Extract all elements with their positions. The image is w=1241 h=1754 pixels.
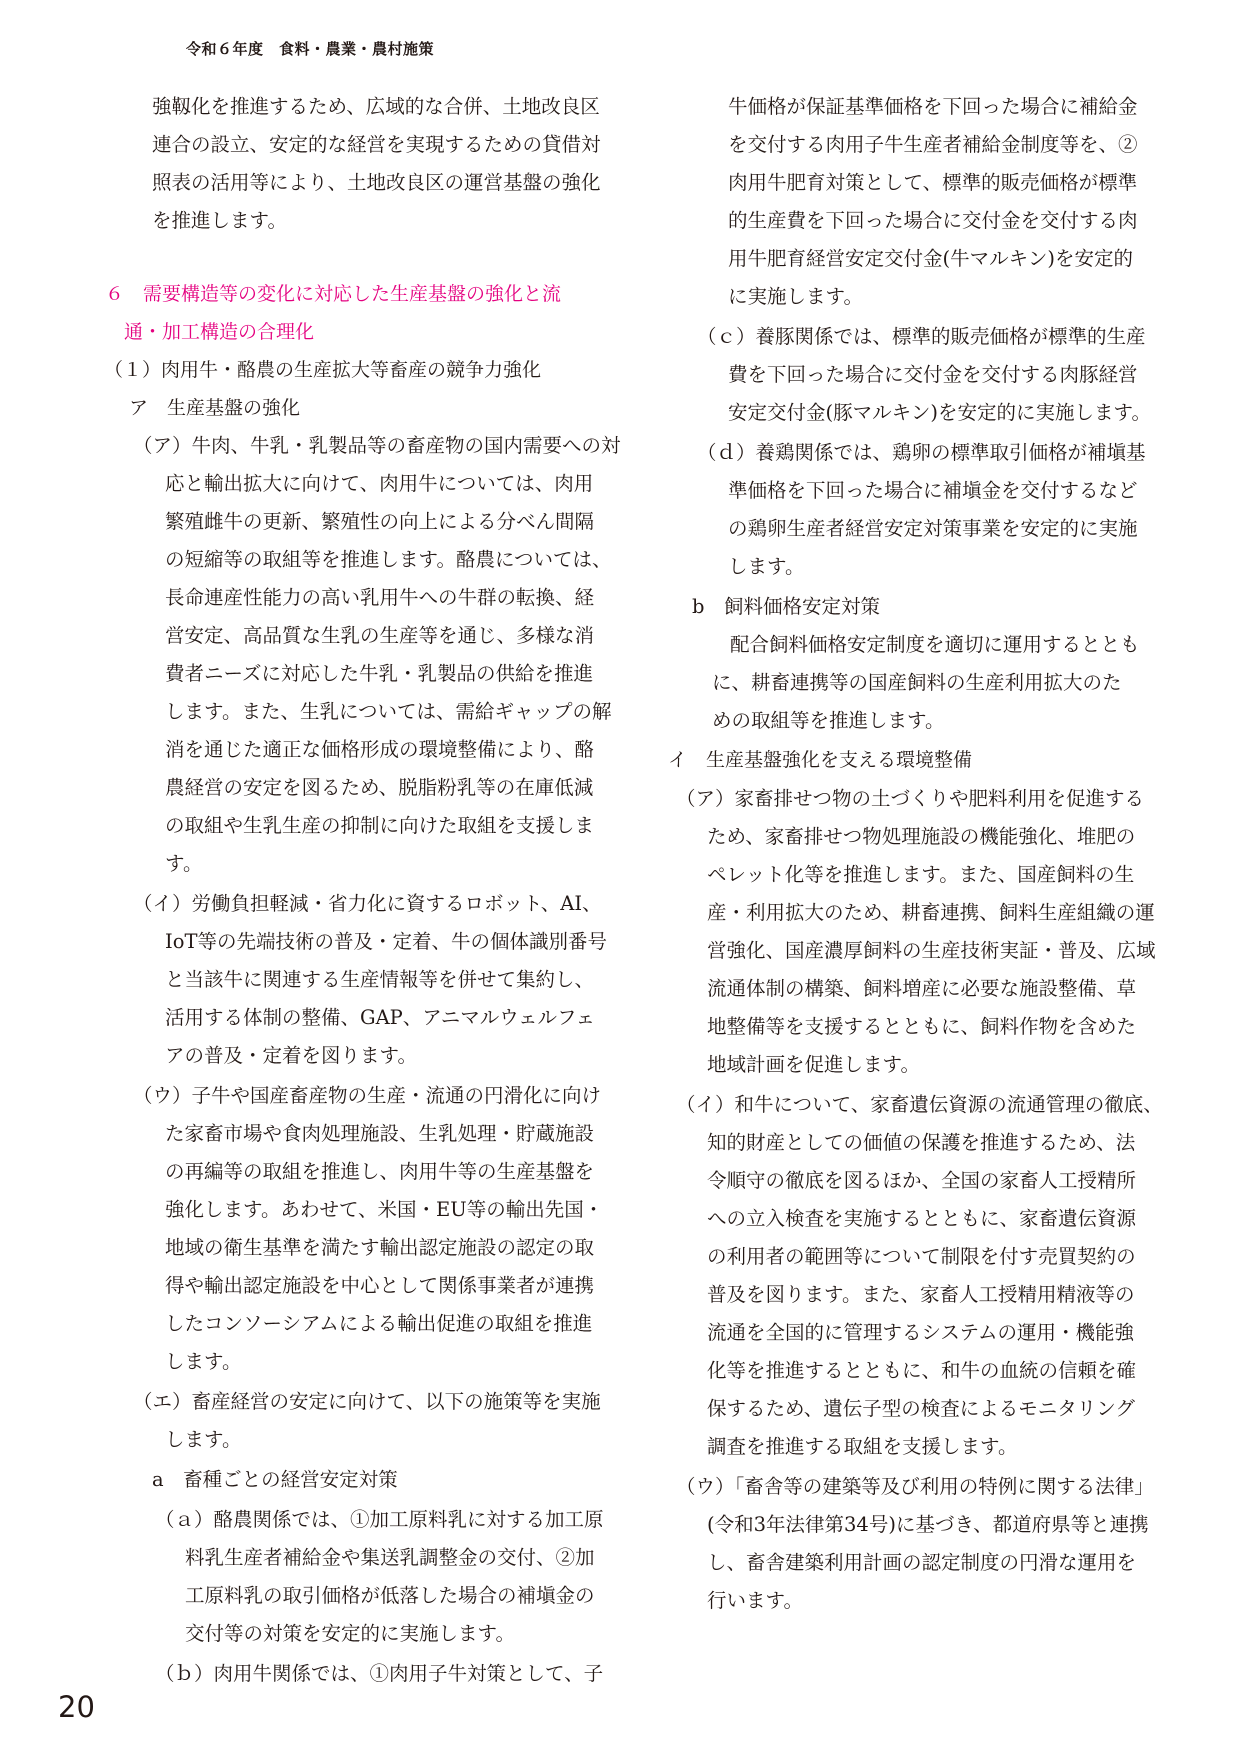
right-text-line: 知的財産としての価値の保護を推進するため、法 <box>707 1131 1136 1154</box>
right-text-line: 流通を全国的に管理するシステムの運用・機能強 <box>707 1321 1135 1344</box>
left-text-line: 照表の活用等により、土地改良区の運営基盤の強化 <box>152 171 601 194</box>
left-text-line: の取組や生乳生産の抑制に向けた取組を支援しま <box>165 814 595 837</box>
left-text-line: と当該牛に関連する生産情報等を併せて集約し、 <box>165 968 595 991</box>
page-number: 20 <box>58 1690 95 1724</box>
right-text-line: （ｃ）養豚関係では、標準的販売価格が標準的生産 <box>697 325 1146 348</box>
section-heading-line: ６ 需要構造等の変化に対応した生産基盤の強化と流 <box>105 283 562 305</box>
left-text-line: IoT等の先端技術の普及・定着、牛の個体識別番号 <box>165 930 607 953</box>
right-text-line: 流通体制の構築、飼料増産に必要な施設整備、草 <box>707 977 1137 1000</box>
left-text-line: 強靱化を推進するため、広域的な合併、土地改良区 <box>152 95 600 118</box>
right-text-line: （ウ）「畜舎等の建築等及び利用の特例に関する法律」 <box>676 1475 1154 1498</box>
left-text-line: 応と輸出拡大に向けて、肉用牛については、肉用 <box>165 472 594 495</box>
right-text-line: ペレット化等を推進します。また、国産飼料の生 <box>707 863 1135 886</box>
left-text-line: 工原料乳の取引価格が低落した場合の補塡金の <box>185 1584 595 1607</box>
right-text-line: 化等を推進するとともに、和牛の血統の信頼を確 <box>707 1359 1137 1382</box>
left-text-line: a 畜種ごとの経営安定対策 <box>152 1468 398 1491</box>
subsection-heading: イ 生産基盤強化を支える環境整備 <box>668 749 973 771</box>
right-text-line: （ｄ）養鶏関係では、鶏卵の標準取引価格が補塡基 <box>697 441 1146 464</box>
right-text-line: し、畜舎建築利用計画の認定制度の円滑な運用を <box>707 1551 1137 1574</box>
subsection-heading: （１）肉用牛・酪農の生産拡大等畜産の競争力強化 <box>104 359 542 381</box>
left-text-line: 地域の衛生基準を満たす輸出認定施設の認定の取 <box>165 1236 595 1259</box>
right-text-line: 営強化、国産濃厚飼料の生産技術実証・普及、広域 <box>707 939 1156 962</box>
left-text-line: （ｂ）肉用牛関係では、①肉用子牛対策として、子 <box>155 1662 604 1685</box>
left-text-line: （ア）牛肉、牛乳・乳製品等の畜産物の国内需要への対 <box>133 434 621 457</box>
left-text-line: アの普及・定着を図ります。 <box>165 1044 417 1067</box>
right-text-line: 肉用牛肥育対策として、標準的販売価格が標準 <box>728 171 1138 194</box>
right-text-line: への立入検査を実施するとともに、家畜遺伝資源 <box>707 1207 1137 1230</box>
left-text-line: します。 <box>165 1428 242 1451</box>
right-text-line: 的生産費を下回った場合に交付金を交付する肉 <box>728 209 1138 232</box>
left-text-line: 強化します。あわせて、米国・EU等の輸出先国・ <box>165 1198 604 1221</box>
right-text-line: に実施します。 <box>728 285 863 308</box>
right-text-line: 行います。 <box>707 1589 803 1612</box>
right-text-line: 準価格を下回った場合に補塡金を交付するなど <box>728 479 1138 502</box>
left-text-line: す。 <box>165 852 203 875</box>
right-text-line: 配合飼料価格安定制度を適切に運用するととも <box>730 633 1140 656</box>
left-text-line: したコンソーシアムによる輸出促進の取組を推進 <box>165 1312 593 1335</box>
right-text-line: 産・利用拡大のため、耕畜連携、飼料生産組織の運 <box>707 901 1155 924</box>
left-text-line: します。また、生乳については、需給ギャップの解 <box>165 700 612 723</box>
right-text-line: b 飼料価格安定対策 <box>692 595 880 618</box>
left-text-line: 料乳生産者補給金や集送乳調整金の交付、②加 <box>185 1546 595 1569</box>
left-text-line: 得や輸出認定施設を中心として関係事業者が連携 <box>165 1274 595 1297</box>
subsection-heading: ア 生産基盤の強化 <box>129 397 301 419</box>
left-text-line: （イ）労働負担軽減・省力化に資するロボット、AI、 <box>133 892 602 915</box>
right-text-line: 費を下回った場合に交付金を交付する肉豚経営 <box>728 363 1138 386</box>
right-text-line: めの取組等を推進します。 <box>712 709 945 732</box>
right-text-line: の利用者の範囲等について制限を付す売買契約の <box>707 1245 1136 1268</box>
running-header: 令和６年度 食料・農業・農村施策 <box>186 40 435 58</box>
right-text-line: 普及を図ります。また、家畜人工授精用精液等の <box>707 1283 1135 1306</box>
left-text-line: （ウ）子牛や国産畜産物の生産・流通の円滑化に向け <box>133 1084 602 1107</box>
left-text-line: た家畜市場や食肉処理施設、生乳処理・貯蔵施設 <box>165 1122 595 1145</box>
left-text-line: （ａ）酪農関係では、①加工原料乳に対する加工原 <box>155 1508 604 1531</box>
left-text-line: を推進します。 <box>152 209 287 232</box>
right-text-line: 調査を推進する取組を支援します。 <box>707 1435 1018 1458</box>
left-text-line: 連合の設立、安定的な経営を実現するための貸借対 <box>152 133 601 156</box>
left-text-line: 農経営の安定を図るため、脱脂粉乳等の在庫低減 <box>165 776 594 799</box>
right-text-line: 地整備等を支援するとともに、飼料作物を含めた <box>707 1015 1137 1038</box>
right-text-line: 安定交付金(豚マルキン)を安定的に実施します。 <box>728 401 1151 424</box>
right-text-line: に、耕畜連携等の国産飼料の生産利用拡大のた <box>712 671 1122 694</box>
right-text-line: の鶏卵生産者経営安定対策事業を安定的に実施 <box>728 517 1138 540</box>
right-text-line: （イ）和牛について、家畜遺伝資源の流通管理の徹底、 <box>676 1093 1163 1116</box>
left-text-line: 活用する体制の整備、GAP、アニマルウェルフェ <box>165 1006 596 1029</box>
right-text-line: します。 <box>728 555 805 578</box>
left-text-line: （エ）畜産経営の安定に向けて、以下の施策等を実施 <box>133 1390 601 1413</box>
left-text-line: の再編等の取組を推進し、肉用牛等の生産基盤を <box>165 1160 595 1183</box>
left-text-line: 費者ニーズに対応した牛乳・乳製品の供給を推進 <box>165 662 594 685</box>
right-text-line: を交付する肉用子牛生産者補給金制度等を、② <box>728 133 1138 156</box>
right-text-line: 令順守の徹底を図るほか、全国の家畜人工授精所 <box>707 1169 1137 1192</box>
right-text-line: （ア）家畜排せつ物の土づくりや肥料利用を促進する <box>676 787 1145 810</box>
left-text-line: します。 <box>165 1350 242 1373</box>
right-text-line: 地域計画を促進します。 <box>707 1053 920 1076</box>
left-text-line: の短縮等の取組等を推進します。酪農については、 <box>165 548 612 571</box>
left-text-line: 営安定、高品質な生乳の生産等を通じ、多様な消 <box>165 624 595 647</box>
right-text-line: 保するため、遺伝子型の検査によるモニタリング <box>707 1397 1135 1420</box>
section-heading-line: 通・加工構造の合理化 <box>124 321 315 343</box>
left-text-line: 繁殖雌牛の更新、繁殖性の向上による分べん間隔 <box>165 510 595 533</box>
right-text-line: (令和3年法律第34号)に基づき、都道府県等と連携 <box>707 1513 1149 1536</box>
right-text-line: 牛価格が保証基準価格を下回った場合に補給金 <box>728 95 1138 118</box>
left-text-line: 消を通じた適正な価格形成の環境整備により、酪 <box>165 738 595 761</box>
left-text-line: 交付等の対策を安定的に実施します。 <box>185 1622 515 1645</box>
right-text-line: 用牛肥育経営安定交付金(牛マルキン)を安定的 <box>728 247 1134 270</box>
left-text-line: 長命連産性能力の高い乳用牛への牛群の転換、経 <box>165 586 595 609</box>
right-text-line: ため、家畜排せつ物処理施設の機能強化、堆肥の <box>707 825 1136 848</box>
